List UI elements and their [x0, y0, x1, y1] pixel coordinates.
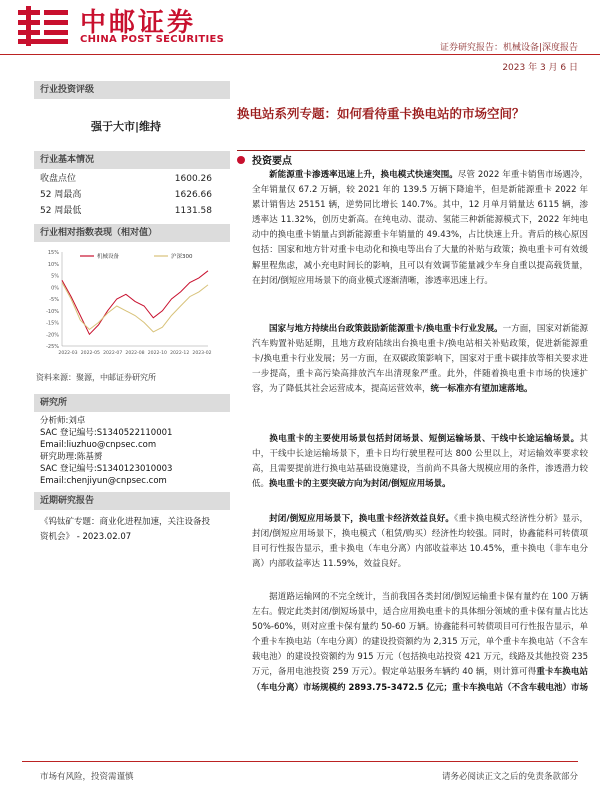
legend-label: 机械设备 [97, 254, 120, 260]
analyst-sac: SAC 登记编号:S1340522110001 [40, 428, 173, 438]
disclaimer-note: 请务必阅读正文之后的免责条款部分 [441, 772, 578, 782]
legend-label: 沪深300 [171, 254, 193, 260]
rating-heading: 行业投资评级 [34, 81, 230, 99]
paragraph-lead: 封闭/倒短应用场景下，换电重卡经济效益良好。 [269, 514, 455, 524]
company-logo [14, 6, 72, 48]
title-divider [237, 150, 585, 151]
paragraph-tail: 换电重卡的主要突破方向为封闭/倒短应用场景。 [269, 479, 451, 490]
paragraph-text: 一方面，国家对新能源汽车购置补贴延期，且地方政府陆续出台换电重卡/换电站相关补贴政策，促进新能源重卡/换电重卡行业发展；另一方面，在双碳政策影响下，国家对于重卡碳排放等相关要求进一步提高，重卡高污染高排放汽车出清现象严重。此外，伴随着换电重卡市场的快速扩容，为了降低其社会运营成本，提高运营效率， [252, 324, 588, 395]
stat-value: 1131.58 [174, 206, 212, 216]
paragraph-tail: 统一标准亦有望加速落地。 [430, 384, 533, 395]
bullet-icon [237, 156, 245, 164]
paragraph-lead: 换电重卡的主要使用场景包括封闭场景、短倒运输场景、干线中长途运输场景。 [269, 434, 580, 444]
paragraph [252, 590, 588, 696]
basic-info-heading: 行业基本情况 [34, 151, 230, 169]
x-tick-label: 2022-03 [58, 351, 78, 356]
stat-row-high [40, 188, 212, 202]
paragraph-tail: 重卡车换电站（车电分离）市场规模约 2893.75-3472.5 亿元；重卡车换电站（不含车载电池）市场 [252, 667, 588, 693]
analyst-name: 分析师:刘卓 [40, 416, 86, 426]
analyst-email[interactable]: Email:liuzhuo@cnpsec.com [40, 440, 157, 450]
y-tick-label: -15% [46, 320, 59, 327]
research-heading: 研究所 [34, 394, 230, 412]
x-tick-label: 2022-05 [80, 351, 100, 356]
stat-value: 1626.66 [174, 190, 212, 200]
y-tick-label: 0% [51, 285, 59, 292]
series-line [62, 283, 208, 332]
assistant-sac: SAC 登记编号:S1340123010003 [40, 464, 173, 474]
paragraph-lead: 新能源重卡渗透率迅速上升，换电模式快速突围。 [269, 170, 458, 180]
x-tick-label: 2023-02 [192, 351, 212, 356]
chart-svg [36, 246, 214, 364]
performance-heading: 行业相对指数表现（相对值） [34, 224, 230, 242]
paragraph [252, 432, 588, 492]
series-line [62, 271, 208, 335]
x-tick-label: 2022-12 [170, 351, 190, 356]
y-tick-label: -25% [46, 344, 59, 350]
stat-value: 1600.26 [174, 174, 212, 184]
stat-label: 52 周最低 [40, 206, 82, 216]
stat-label: 收盘点位 [40, 174, 77, 184]
brand-name-english: CHINA POST SECURITIES [80, 34, 225, 45]
relative-index-chart [36, 246, 214, 364]
stat-row-low [40, 204, 212, 218]
y-tick-label: -5% [49, 297, 59, 303]
assistant-name: 研究助理:陈基赟 [40, 452, 103, 462]
paragraph-text: 其中，干线中长途运输场景下，重卡日均行驶里程可达 800 公里以上，对运输效率要求较高，且需要提前进行换电站基础设施建设，当前尚不具备大规模应用的条件，渗透潜力较低。 [252, 434, 588, 490]
assistant-email[interactable]: Email:chenjiyun@cnpsec.com [40, 476, 167, 486]
risk-disclaimer: 市场有风险，投资需谨慎 [40, 772, 134, 782]
paragraph [252, 512, 588, 572]
paragraph-text: 据道路运输网的不完全统计，当前我国各类封闭/倒短运输重卡保有量约在 100 万辆左右。假定此类封闭/倒短场景中，适合应用换电重卡的具体细分领域的重卡保有量占比达 50%-60%，则对应重卡保有量约 50-60 万辆。协鑫能科可转债项目可行性报告显示，单个重卡车换电站（车电分离）的建设投资额约为 2,315 万元，单个重卡车换电站（不含车载电池）的建设投资额约为 915 万元（包括换电站投资 421 万元，线路及其他投资 235 万元，备用电池投资 259 万元）。假定单站服务车辆约 40 辆，则计算可得 [252, 592, 588, 678]
chart-source-note: 资料来源：聚源，中邮证券研究所 [36, 373, 156, 382]
recent-report-link[interactable]: 《钨钛矿专题：商业化进程加速，关注设备投资机会》 - 2023.02.07 [40, 517, 211, 542]
report-type: 证券研究报告：机械设备|深度报告 [439, 43, 578, 53]
y-tick-label: 10% [47, 261, 59, 268]
section-heading: 投资要点 [252, 156, 292, 167]
x-tick-label: 2022-08 [125, 351, 145, 356]
stat-row-close [40, 172, 212, 186]
y-tick-label: -10% [46, 308, 59, 315]
brand-name: 中邮证券 [80, 8, 197, 38]
paragraph [252, 168, 588, 289]
paragraph [252, 322, 588, 397]
y-tick-label: 5% [51, 273, 59, 280]
stat-label: 52 周最高 [40, 190, 82, 200]
report-date: 2023 年 3 月 6 日 [502, 63, 578, 73]
x-tick-label: 2022-10 [147, 351, 167, 356]
report-title: 换电站系列专题：如何看待重卡换电站的市场空间？ [237, 106, 525, 121]
header-divider [0, 54, 600, 55]
y-tick-label: 15% [47, 250, 59, 256]
paragraph-lead: 国家与地方持续出台政策鼓励新能源重卡/换电重卡行业发展。 [269, 324, 503, 334]
y-tick-label: -20% [46, 332, 59, 339]
recent-reports-heading: 近期研究报告 [34, 492, 230, 510]
footer-divider [22, 761, 578, 762]
x-tick-label: 2022-07 [103, 351, 123, 356]
paragraph-text: 《重卡换电模式经济性分析》显示，封闭/倒短应用场景下，换电模式（租赁/购买）经济性均较强。同时，协鑫能科可转债项目可行性报告显示，重卡换电（车电分离）内部收益率达 10.45%，重卡换电（非车电分离）内部收益率达 11.59%，效益良好。 [252, 514, 588, 570]
rating-value: 强于大市|维持 [90, 120, 162, 133]
paragraph-text: 尽管 2022 年重卡销售市场遇冷，全年销量仅 67.2 万辆，较 2021 年的 139.5 万辆下降逾半，但是新能源重卡 2022 年累计销售达 25151 辆，逆势同比增长 140.7%。其中，12 月单月销量达 6115 辆，渗透率达 11.32%，创历史新高。在纯电动、混动、氢能三种新能源模式下，2022 年纯电动中的换电重卡销量占到新能源重卡年销量的 49.43%，占比快速上升。背后的核心原因包括：国家和地方针对重卡电动化和换电等出台了大量的补贴与政策；换电重卡可有效缓解里程焦虑，减小充电时间长的影响，且可以有效调节能量减少车身自重以提高载货量，在封闭/倒短应用场景下的商业模式逐渐清晰，渗透率迅速上行。 [252, 170, 588, 286]
